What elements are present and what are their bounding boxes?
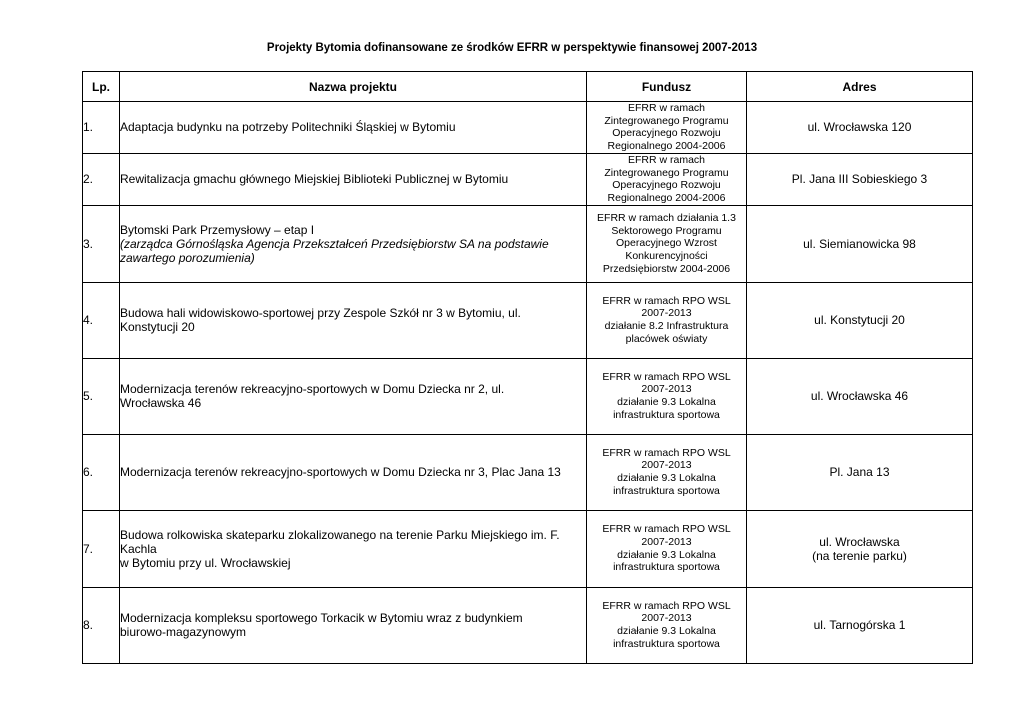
fund-cell (587, 358, 747, 434)
project-name-line: w Bytomiu przy ul. Wrocławskiej (120, 555, 291, 570)
project-name-line: Modernizacja terenów rekreacyjno-sportowych w Domu Dziecka nr 3, Plac Jana 13 (120, 465, 561, 480)
row-number: 1. (83, 102, 120, 154)
fund-line: EFRR w ramach RPO WSL (602, 370, 731, 383)
address-line: Pl. Jana III Sobieskiego 3 (791, 172, 928, 187)
fund-line: EFRR w ramach RPO WSL (602, 523, 731, 536)
fund-line: 2007-2013 (641, 535, 692, 548)
fund-line: działanie 9.3 Lokalna (617, 625, 716, 638)
address-cell (747, 587, 973, 663)
fund-line: infrastruktura sportowa (613, 408, 720, 421)
project-name-line: Modernizacja kompleksu sportowego Torkacik w Bytomiu wraz z budynkiem (120, 611, 523, 626)
table-row (83, 102, 973, 154)
fund-line: 2007-2013 (641, 612, 692, 625)
row-number: 3. (83, 205, 120, 282)
fund-line: 2007-2013 (641, 383, 692, 396)
project-name-line: Adaptacja budynku na potrzeby Politechniki Śląskiej w Bytomiu (120, 120, 456, 135)
project-name-line: Budowa hali widowiskowo-sportowej przy Zespole Szkół nr 3 w Bytomiu, ul. (120, 306, 521, 321)
project-name-line: Wrocławska 46 (120, 396, 202, 411)
fund-line: działanie 9.3 Lokalna (617, 548, 716, 561)
project-name-line: Kachla (120, 541, 157, 556)
table-row (83, 434, 973, 510)
project-name-line: biurowo-magazynowym (120, 625, 247, 640)
table-body (83, 102, 973, 664)
fund-line: działanie 9.3 Lokalna (617, 396, 716, 409)
fund-line: infrastruktura sportowa (613, 561, 720, 574)
project-name-line: Konstytucji 20 (120, 320, 195, 335)
header-address: Adres (747, 72, 973, 102)
fund-line: Operacyjnego Wzrost (616, 237, 717, 250)
table-row (83, 282, 973, 358)
address-cell (747, 205, 973, 282)
fund-cell (587, 153, 747, 205)
fund-line: placówek oświaty (625, 332, 708, 345)
address-cell (747, 434, 973, 510)
fund-line: Przedsiębiorstw 2004-2006 (602, 262, 731, 275)
project-name-note-line: (zarządca Górnośląska Agencja Przekształceń Przedsiębiorstw SA na podstawie (120, 236, 549, 251)
address-cell (747, 282, 973, 358)
address-line: ul. Siemianowicka 98 (803, 236, 916, 251)
address-line: Pl. Jana 13 (829, 465, 890, 480)
fund-line: infrastruktura sportowa (613, 484, 720, 497)
project-name (120, 434, 587, 510)
address-cell (747, 510, 973, 587)
address-cell (747, 102, 973, 154)
fund-line: EFRR w ramach RPO WSL (602, 446, 731, 459)
project-name (120, 358, 587, 434)
address-line: ul. Tarnogórska 1 (813, 618, 906, 633)
fund-line: Konkurencyjności (625, 249, 708, 262)
projects-table (82, 71, 973, 664)
fund-cell (587, 102, 747, 154)
fund-line: Regionalnego 2004-2006 (607, 140, 726, 153)
fund-line: EFRR w ramach (627, 153, 705, 166)
address-line: ul. Wrocławska (819, 534, 900, 549)
fund-line: działanie 9.3 Lokalna (617, 472, 716, 485)
fund-line: infrastruktura sportowa (613, 637, 720, 650)
address-line: (na terenie parku) (812, 548, 907, 563)
address-line: ul. Wrocławska 46 (810, 389, 909, 404)
fund-cell (587, 282, 747, 358)
row-number: 4. (83, 282, 120, 358)
fund-cell (587, 587, 747, 663)
project-name-note-line: zawartego porozumienia) (120, 250, 255, 265)
project-name (120, 205, 587, 282)
fund-cell (587, 205, 747, 282)
row-number: 6. (83, 434, 120, 510)
row-number: 7. (83, 510, 120, 587)
address-line: ul. Wrocławska 120 (807, 120, 912, 135)
row-number: 2. (83, 153, 120, 205)
fund-cell (587, 510, 747, 587)
table-row (83, 510, 973, 587)
project-name (120, 510, 587, 587)
fund-line: Operacyjnego Rozwoju (612, 127, 721, 140)
address-line: ul. Konstytucji 20 (814, 313, 905, 328)
project-name-line: Rewitalizacja gmachu głównego Miejskiej Biblioteki Publicznej w Bytomiu (120, 172, 509, 187)
address-cell (747, 153, 973, 205)
table-header-row (83, 72, 973, 102)
fund-line: działanie 8.2 Infrastruktura (604, 320, 729, 333)
fund-line: EFRR w ramach RPO WSL (602, 599, 731, 612)
fund-line: Sektorowego Programu (611, 224, 722, 237)
fund-line: Zintegrowanego Programu (604, 166, 729, 179)
fund-line: EFRR w ramach działania 1.3 (597, 211, 736, 224)
fund-line: Regionalnego 2004-2006 (607, 191, 726, 204)
header-lp: Lp. (83, 72, 120, 102)
project-name-line: Budowa rolkowiska skateparku zlokalizowanego na terenie Parku Miejskiego im. F. (120, 527, 560, 542)
project-name (120, 282, 587, 358)
row-number: 8. (83, 587, 120, 663)
fund-line: 2007-2013 (641, 459, 692, 472)
table-row (83, 587, 973, 663)
project-name-line: Modernizacja terenów rekreacyjno-sportowych w Domu Dziecka nr 2, ul. (120, 382, 505, 397)
header-fund: Fundusz (587, 72, 747, 102)
project-name (120, 587, 587, 663)
fund-line: EFRR w ramach (627, 102, 705, 114)
page-title: Projekty Bytomia dofinansowane ze środków EFRR w perspektywie finansowej 2007-2013 (266, 42, 758, 54)
project-name (120, 153, 587, 205)
fund-cell (587, 434, 747, 510)
fund-line: Operacyjnego Rozwoju (612, 179, 721, 192)
address-cell (747, 358, 973, 434)
header-project-name: Nazwa projektu (120, 72, 587, 102)
table-row (83, 358, 973, 434)
table-row (83, 153, 973, 205)
project-name-line: Bytomski Park Przemysłowy – etap I (120, 222, 315, 237)
row-number: 5. (83, 358, 120, 434)
project-name (120, 102, 587, 154)
table-row (83, 205, 973, 282)
fund-line: 2007-2013 (641, 307, 692, 320)
fund-line: Zintegrowanego Programu (604, 114, 729, 127)
fund-line: EFRR w ramach RPO WSL (602, 294, 731, 307)
